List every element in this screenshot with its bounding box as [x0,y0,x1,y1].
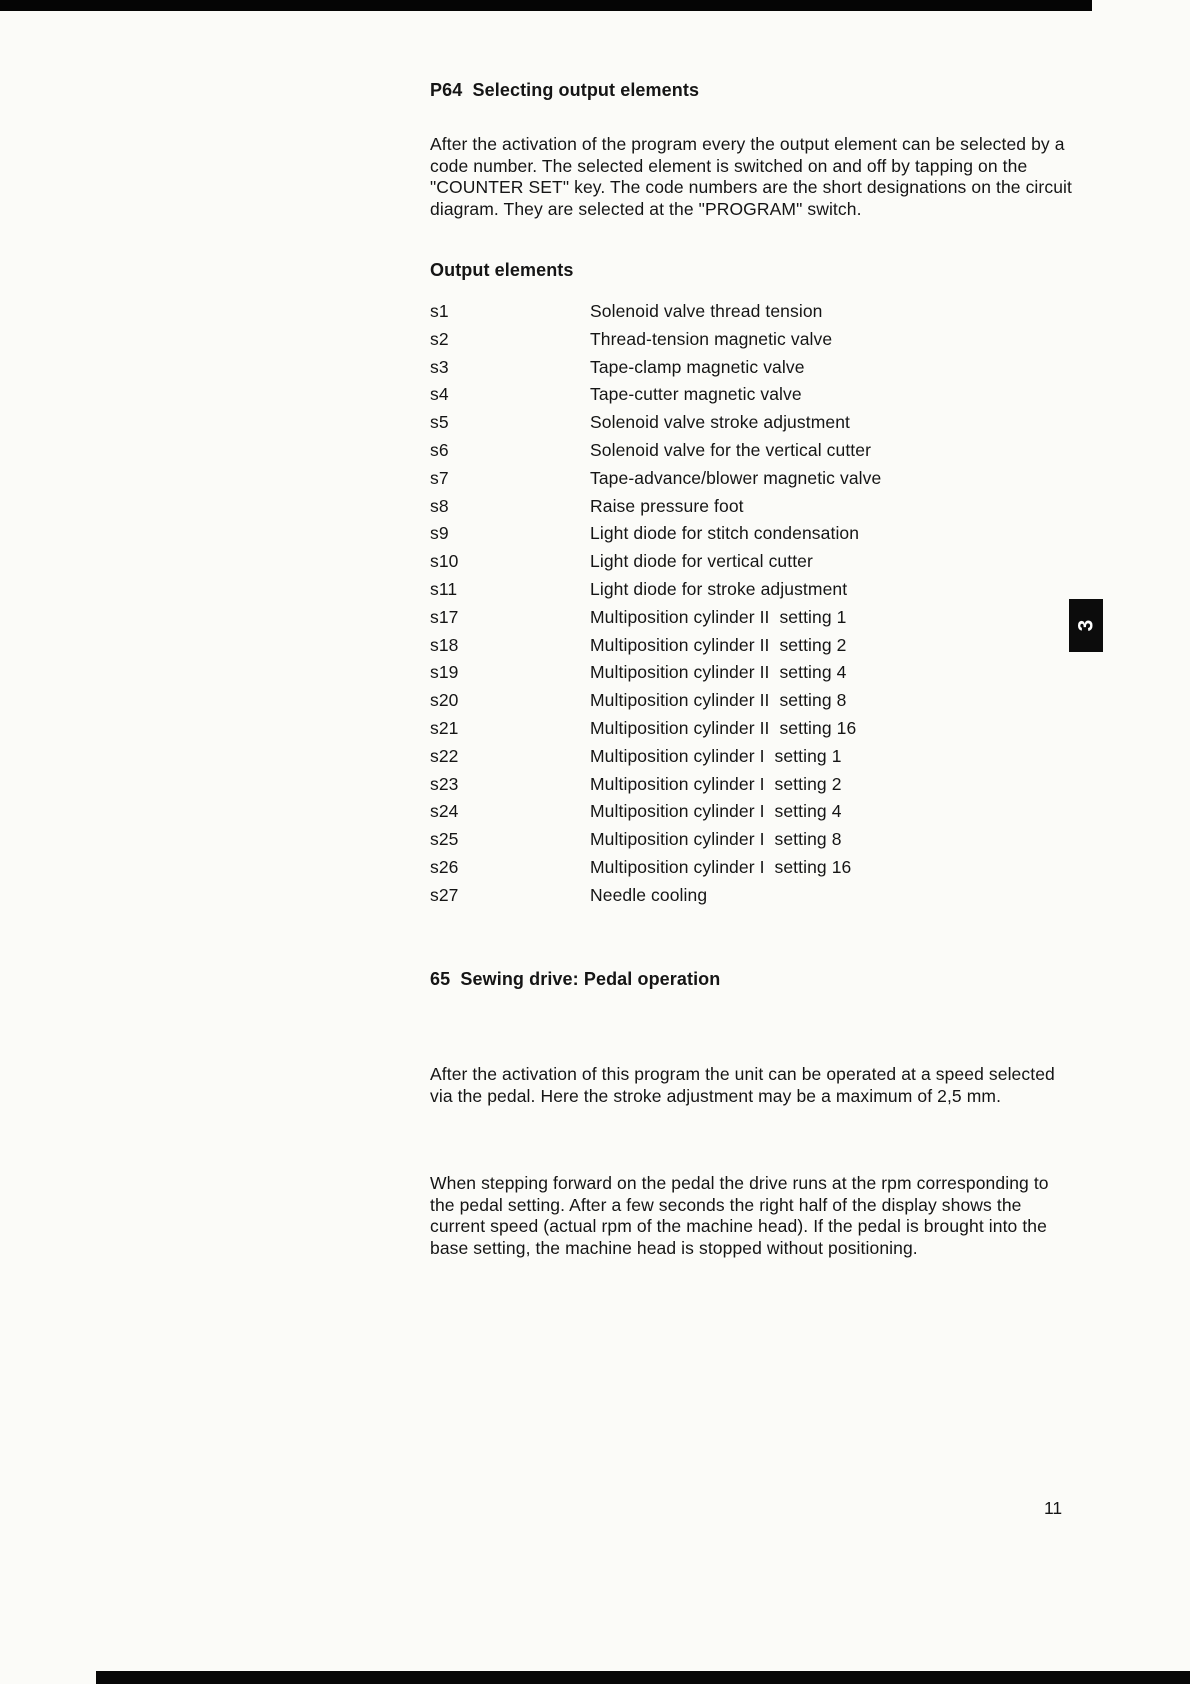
element-description: Multiposition cylinder I setting 2 [590,773,842,794]
scan-artifact-top-bar [0,0,1092,11]
element-code: s8 [430,495,449,516]
element-code: s26 [430,856,459,877]
element-code: s6 [430,439,449,460]
table-row [430,579,1078,607]
table-row [430,468,1078,496]
element-description: Multiposition cylinder I setting 4 [590,801,842,822]
section-65-paragraph-2: When stepping forward on the pedal the drive runs at the rpm corresponding to the pedal setting. After a few seconds the right half of the display shows the current speed (actual rpm of the machine head). If the pedal is brought into the base setting, the machine head is stopped without positioning. [430,1173,1057,1258]
table-row [430,690,1078,718]
element-code: s9 [430,523,449,544]
element-code: s19 [430,662,459,683]
element-code: s22 [430,745,459,766]
chapter-tab [1069,599,1103,652]
element-code: s21 [430,717,459,738]
element-description: Light diode for stroke adjustment [590,578,848,599]
element-description: Multiposition cylinder II setting 4 [590,662,847,683]
table-row [430,635,1078,663]
table-row [430,357,1078,385]
element-description: Multiposition cylinder II setting 1 [590,606,847,627]
section-65-heading: 65 Sewing drive: Pedal operation [430,969,721,989]
output-elements-table [430,301,1078,913]
element-code: s27 [430,884,459,905]
element-code: s11 [430,578,458,599]
element-description: Light diode for stitch condensation [590,523,860,544]
table-row [430,384,1078,412]
element-description: Tape-advance/blower magnetic valve [590,467,882,488]
element-code: s18 [430,634,459,655]
table-row [430,662,1078,690]
element-description: Tape-clamp magnetic valve [590,356,805,377]
section-65-paragraph-1: After the activation of this program the unit can be operated at a speed selected via the pedal. Here the stroke adjustment may be a maximum of 2,5 mm. [430,1064,1060,1106]
table-row [430,829,1078,857]
element-description: Thread-tension magnetic valve [590,328,833,349]
element-code: s24 [430,801,459,822]
table-row [430,718,1078,746]
element-code: s3 [430,356,449,377]
element-description: Needle cooling [590,884,708,905]
table-row [430,523,1078,551]
table-row [430,607,1078,635]
element-description: Light diode for vertical cutter [590,551,813,572]
element-description: Multiposition cylinder I setting 8 [590,829,842,850]
table-row [430,496,1078,524]
table-row [430,412,1078,440]
page-number: 11 [1044,1498,1063,1518]
table-row [430,885,1078,913]
element-description: Multiposition cylinder I setting 16 [590,856,852,877]
table-row [430,551,1078,579]
table-row [430,329,1078,357]
section-p64-body: After the activation of the program every the output element can be selected by a code number. The selected element is switched on and off by tapping on the "COUNTER SET" key. The code numbers are the short designations on the circuit diagram. They are selected at the "PROGRAM" switch. [430,134,1077,219]
element-code: s4 [430,384,449,405]
element-code: s10 [430,551,459,572]
element-description: Multiposition cylinder I setting 1 [590,745,842,766]
element-description: Tape-cutter magnetic valve [590,384,802,405]
section-65-body [430,1021,1078,1281]
element-description: Multiposition cylinder II setting 2 [590,634,847,655]
element-description: Solenoid valve for the vertical cutter [590,439,872,460]
element-description: Solenoid valve stroke adjustment [590,412,851,433]
table-row [430,774,1078,802]
chapter-tab-number: 3 [1074,619,1098,632]
table-row [430,301,1078,329]
element-description: Raise pressure foot [590,495,744,516]
element-code: s23 [430,773,459,794]
table-row [430,857,1078,885]
table-row [430,801,1078,829]
table-row [430,440,1078,468]
element-description: Multiposition cylinder II setting 8 [590,690,847,711]
element-code: s25 [430,829,459,850]
element-description: Multiposition cylinder II setting 16 [590,717,857,738]
element-description: Solenoid valve thread tension [590,301,823,321]
section-p64-heading: P64 Selecting output elements [430,80,700,100]
table-row [430,746,1078,774]
output-elements-heading: Output elements [430,260,574,280]
element-code: s7 [430,467,449,488]
element-code: s1 [430,301,449,321]
element-code: s20 [430,690,459,711]
element-code: s2 [430,328,449,349]
element-code: s17 [430,606,459,627]
element-code: s5 [430,412,449,433]
scan-artifact-bottom-bar [96,1671,1190,1684]
